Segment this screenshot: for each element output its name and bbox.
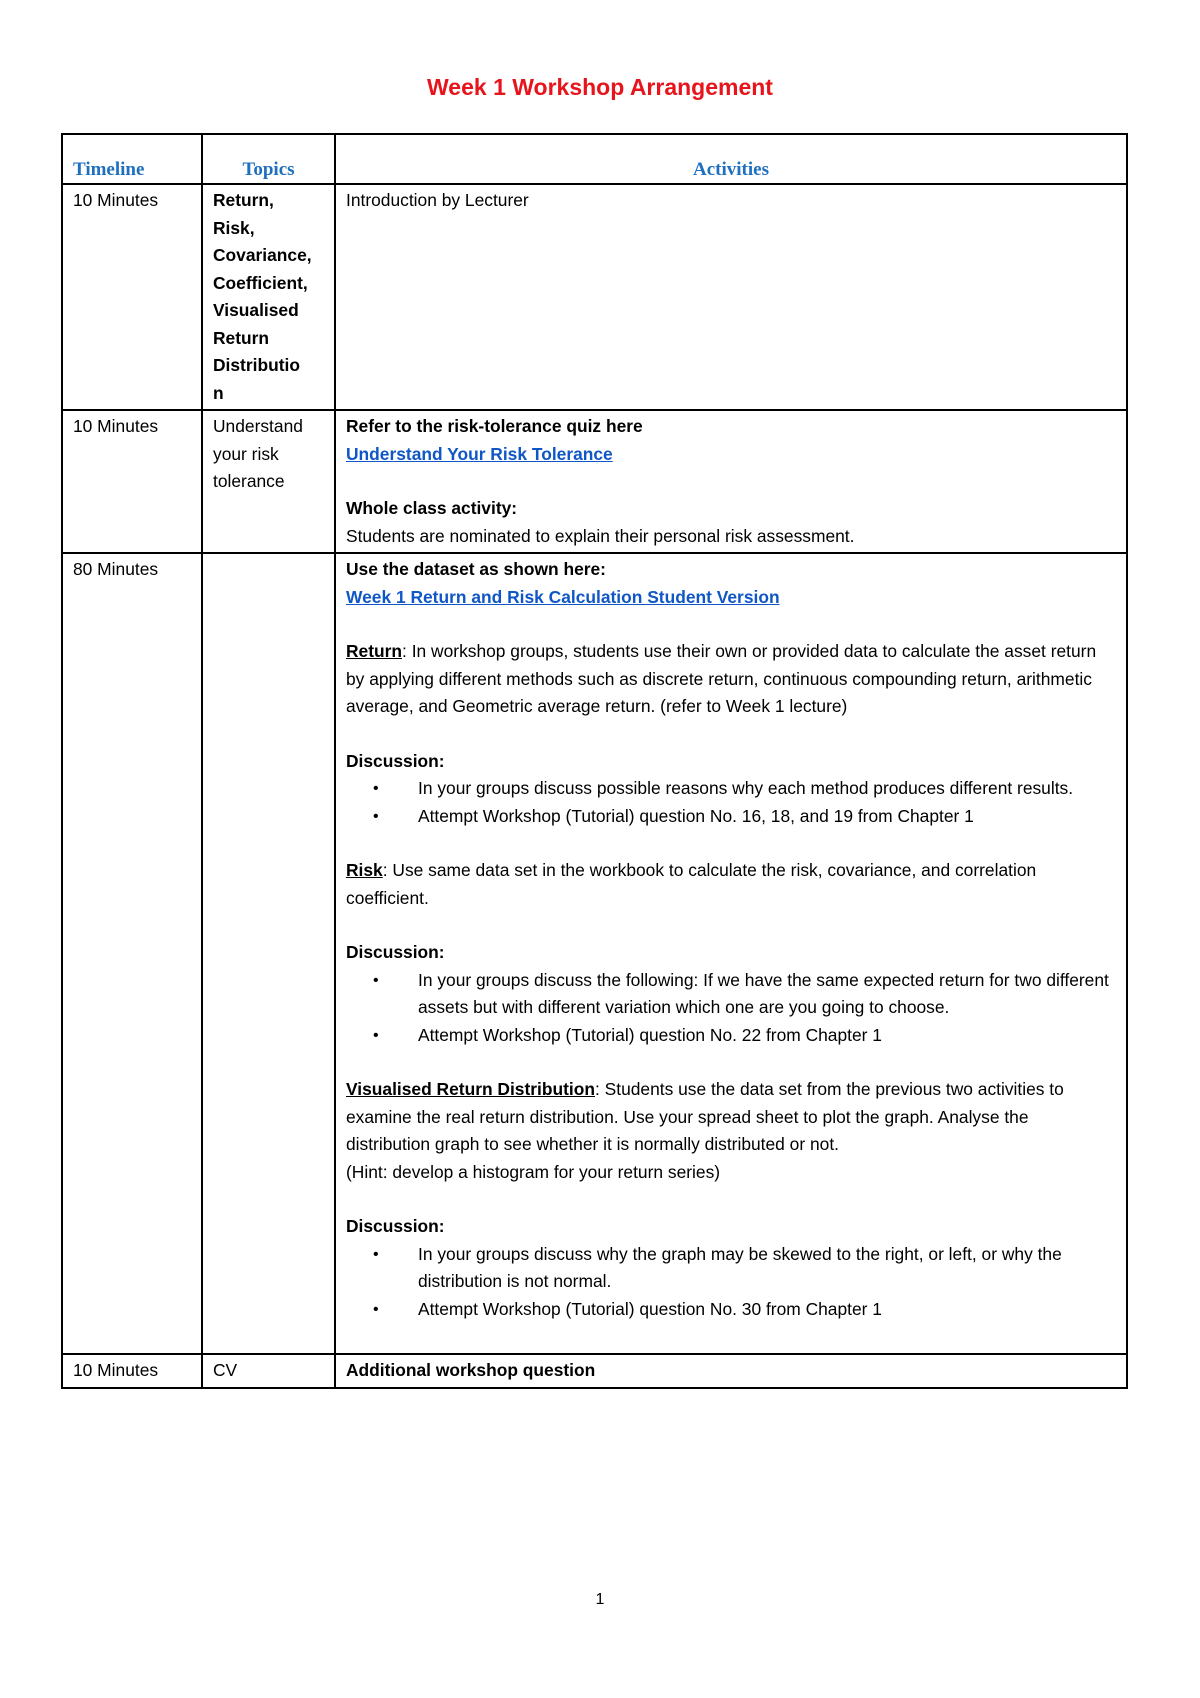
quiz-instruction: Refer to the risk-tolerance quiz here [346, 416, 643, 436]
activities-cell [335, 410, 1127, 553]
table-row [62, 553, 1127, 1354]
topic-line: Return, [213, 190, 274, 210]
discussion-list [346, 775, 1116, 830]
topic-line: Return [213, 327, 270, 348]
discussion-heading: Discussion: [346, 750, 445, 771]
return-text: : In workshop groups, students use their own or provided data to calculate the asset return by applying different methods such as discrete return, continuous compounding return, arithmetic average, and Geometric average return. (refer to Week 1 lecture) [346, 641, 1097, 716]
dataset-instruction: Use the dataset as shown here: [346, 559, 606, 579]
visualised-text: : Students use the data set from the previous two activities to examine the real return distribution. Use your spread sheet to plot the graph. Analyse the distribution graph to see whether it is normally distributed or not. [346, 1079, 1064, 1154]
whole-class-text: Students are nominated to explain their personal risk assessment. [346, 525, 855, 546]
activities-cell: Additional workshop question [335, 1354, 1127, 1388]
topic-line: n [213, 382, 224, 403]
bullet-icon: • [373, 971, 379, 989]
topic-line: Visualised [213, 300, 299, 320]
table-row [62, 184, 1127, 410]
activities-cell: Introduction by Lecturer [335, 184, 1127, 410]
table-header-row [62, 134, 1127, 184]
bullet-icon: • [373, 1245, 379, 1263]
topics-cell: Understand your risk tolerance [202, 410, 335, 553]
timeline-cell: 10 Minutes [62, 410, 202, 553]
bullet-icon: • [373, 1300, 379, 1318]
timeline-cell: 80 Minutes [62, 553, 202, 1354]
page-number: 1 [595, 1591, 605, 1608]
list-item: • Attempt Workshop (Tutorial) question No. 16, 18, and 19 from Chapter 1 [418, 803, 1116, 831]
header-timeline: Timeline [62, 134, 202, 184]
visualised-label: Visualised Return Distribution [346, 1079, 595, 1099]
hint-text: (Hint: develop a histogram for your return series) [346, 1161, 721, 1182]
topics-cell [202, 184, 335, 410]
discussion-heading: Discussion: [346, 942, 445, 962]
topics-cell [202, 553, 335, 1354]
topic-line: Risk, [213, 217, 255, 238]
topics-cell: CV [202, 1354, 335, 1388]
bullet-icon: • [373, 1026, 379, 1044]
list-item: • In your groups discuss possible reasons why each method produces different results. [418, 775, 1116, 803]
topic-line: Distributio [213, 355, 300, 375]
activities-cell [335, 553, 1127, 1354]
visualised-paragraph [346, 1076, 1116, 1159]
discussion-heading: Discussion: [346, 1216, 445, 1236]
timeline-cell: 10 Minutes [62, 1354, 202, 1388]
header-activities: Activities [335, 134, 1127, 184]
dataset-link[interactable]: Week 1 Return and Risk Calculation Student Version [346, 586, 780, 607]
return-paragraph [346, 638, 1116, 721]
whole-class-heading: Whole class activity: [346, 498, 518, 518]
workshop-schedule-table [61, 133, 1128, 1389]
table-row [62, 410, 1127, 553]
return-label: Return [346, 641, 403, 661]
topic-line: Covariance, [213, 245, 312, 265]
risk-tolerance-link[interactable]: Understand Your Risk Tolerance [346, 443, 613, 464]
risk-text: : Use same data set in the workbook to calculate the risk, covariance, and correlation coefficient. [346, 860, 1037, 908]
list-item: • Attempt Workshop (Tutorial) question No. 30 from Chapter 1 [418, 1296, 1116, 1324]
bullet-icon: • [373, 807, 379, 825]
list-item: • In your groups discuss the following: If we have the same expected return for two different assets but with different variation which one are you going to choose. [418, 967, 1116, 1022]
list-item: • Attempt Workshop (Tutorial) question No. 22 from Chapter 1 [418, 1022, 1116, 1050]
table-row [62, 1354, 1127, 1388]
timeline-cell: 10 Minutes [62, 184, 202, 410]
header-topics: Topics [202, 134, 335, 184]
discussion-list [346, 967, 1116, 1050]
risk-paragraph [346, 857, 1116, 912]
topic-line: Coefficient, [213, 272, 308, 293]
risk-label: Risk [346, 860, 383, 880]
bullet-icon: • [373, 780, 379, 797]
list-item: • In your groups discuss why the graph may be skewed to the right, or left, or why the distribution is not normal. [418, 1241, 1116, 1296]
page-title: Week 1 Workshop Arrangement [427, 74, 773, 100]
discussion-list [346, 1241, 1116, 1324]
